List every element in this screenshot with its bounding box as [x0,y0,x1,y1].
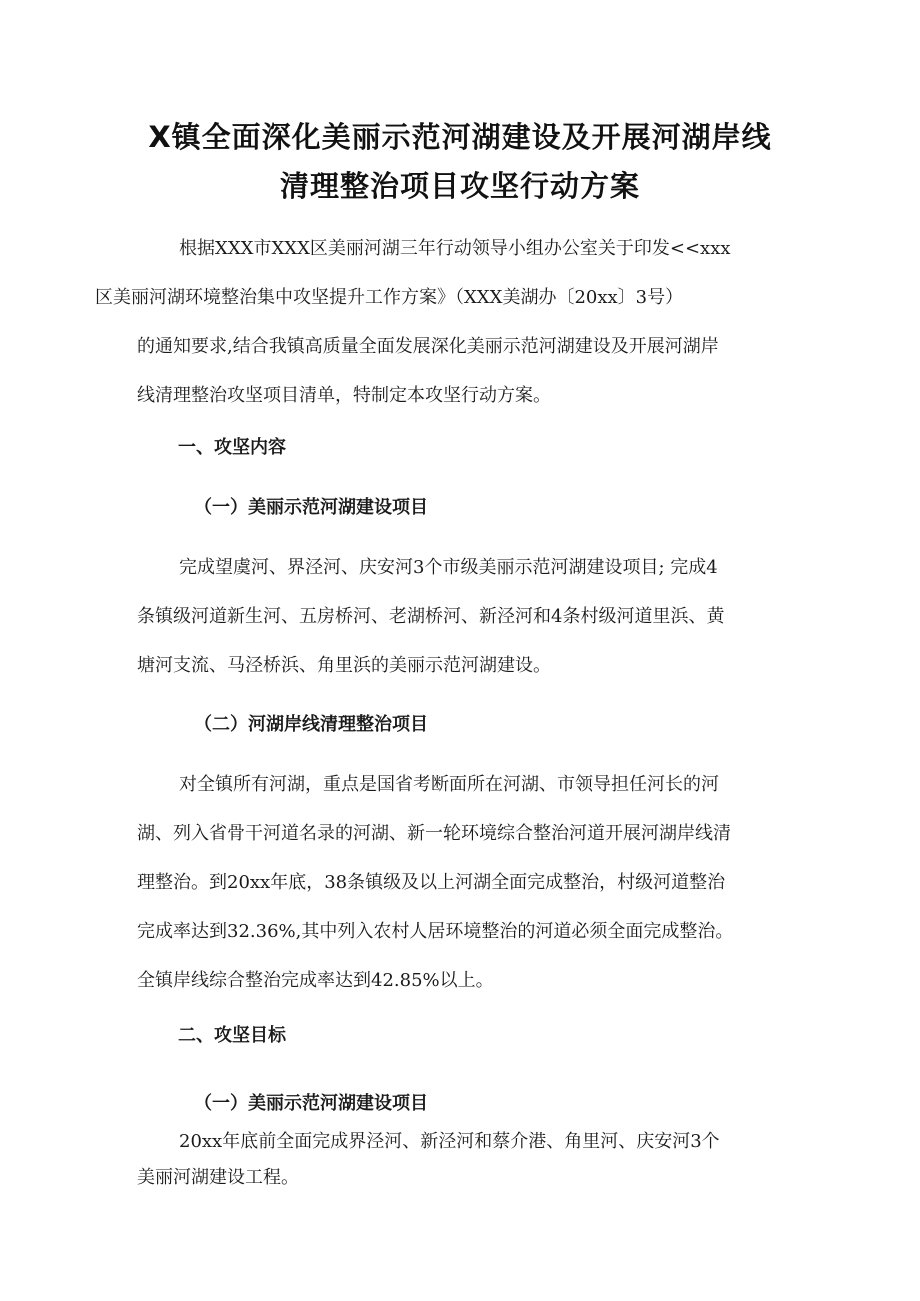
intro-line: 根据XXX市XXX区美丽河湖三年行动领导小组办公室关于印发<<xxx [179,238,731,259]
paragraph-line: 完成望虞河、界泾河、庆安河3个市级美丽示范河湖建设项目; 完成4 [179,557,718,578]
subsection-1-2-paragraph [137,760,785,1005]
document-title-line-2: 清理整治项目攻坚行动方案 [279,169,640,203]
subsection-heading-1-1: （一）美丽示范河湖建设项目 [194,497,428,518]
subsection-1-1-paragraph [137,543,785,690]
paragraph-line: 塘河支流、马泾桥浜、角里浜的美丽示范河湖建设。 [137,655,551,676]
section-heading-2: 二、攻坚目标 [178,1025,286,1046]
subsection-heading-2-1: （一）美丽示范河湖建设项目 [194,1093,428,1114]
intro-line: 的通知要求,结合我镇高质量全面发展深化美丽示范河湖建设及开展河湖岸 [137,336,719,357]
intro-line: 线清理整治攻坚项目清单，特制定本攻坚行动方案。 [137,385,551,406]
paragraph-line: 条镇级河道新生河、五房桥河、老湖桥河、新泾河和4条村级河道里浜、黄 [137,606,725,627]
paragraph-line: 理整治。到20xx年底，38条镇级及以上河湖全面完成整治，村级河道整治 [137,872,726,893]
paragraph-line: 20xx年底前全面完成界泾河、新泾河和蔡介港、角里河、庆安河3个 [179,1131,720,1152]
intro-paragraph [95,224,785,420]
paragraph-line: 全镇岸线综合整治完成率达到42.85%以上。 [137,970,494,991]
paragraph-line: 湖、列入省骨干河道名录的河湖、新一轮环境综合整治河道开展河湖岸线清 [137,823,731,844]
paragraph-line: 对全镇所有河湖，重点是国省考断面所在河湖、市领导担任河长的河 [179,774,719,795]
paragraph-line: 美丽河湖建设工程。 [137,1167,299,1188]
paragraph-line: 完成率达到32.36%,其中列入农村人居环境整治的河道必须全面完成整治。 [137,921,734,942]
subsection-heading-1-2: （二）河湖岸线清理整治项目 [194,714,428,735]
section-heading-1: 一、攻坚内容 [178,437,286,458]
intro-line: 区美丽河湖环境整治集中攻坚提升工作方案》（XXX美湖办〔20xx〕3号） [95,287,684,308]
document-title-line-1: X镇全面深化美丽示范河湖建设及开展河湖岸线 [148,120,772,154]
subsection-2-1-paragraph [137,1124,785,1196]
